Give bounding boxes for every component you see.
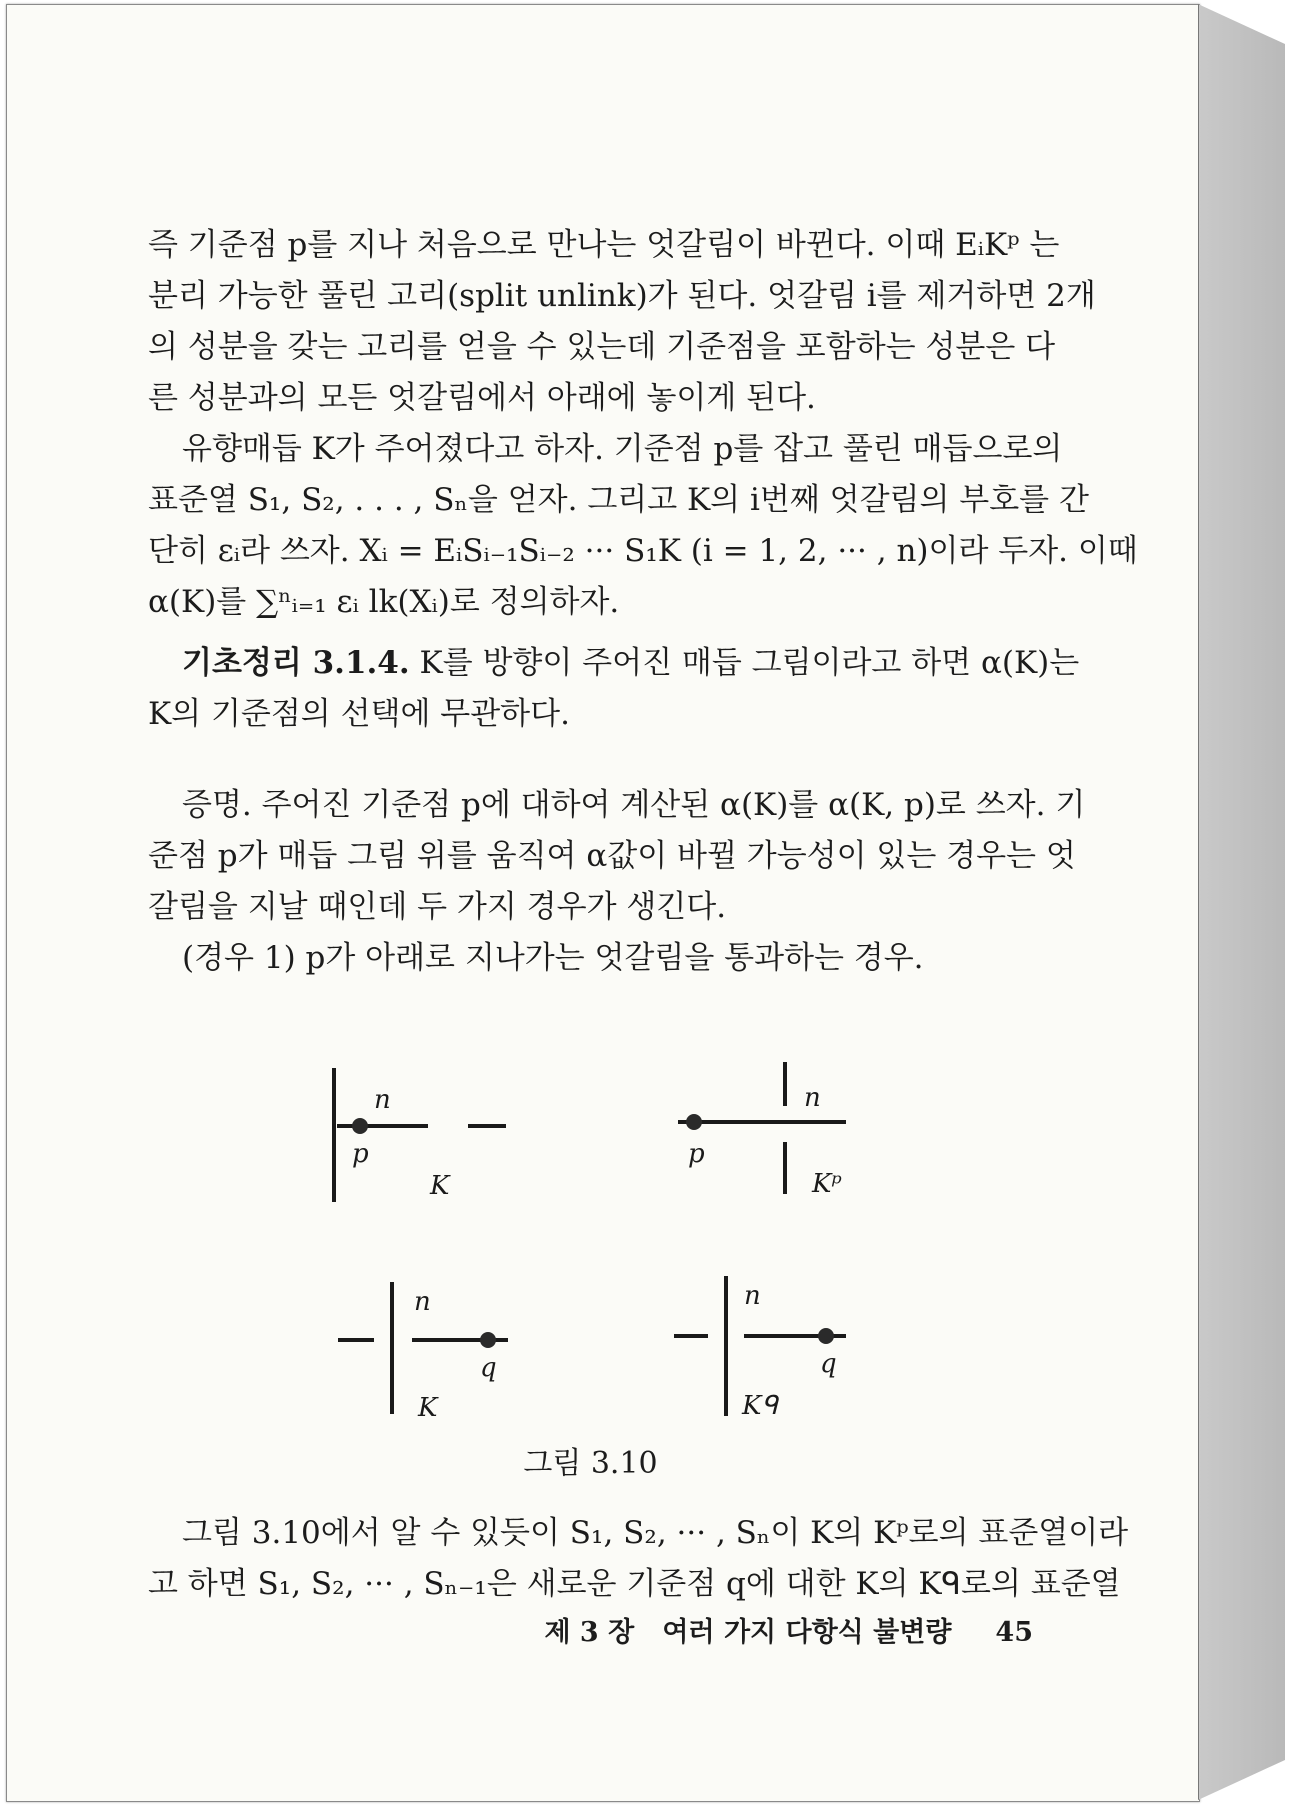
text-line: 분리 가능한 풀린 고리(split unlink)가 된다. 엇갈림 i를 제거하면 2개 bbox=[148, 278, 1096, 314]
text-line: 즉 기준점 p를 지나 처음으로 만나는 엇갈림이 바뀐다. 이때 EᵢKᵖ 는 bbox=[148, 227, 1060, 263]
text-line: 증명. 주어진 기준점 p에 대하여 계산된 α(K)를 α(K, p)로 쓰자. 기 bbox=[182, 787, 1086, 823]
label-Kq: Kᑫ bbox=[742, 1391, 778, 1421]
text-line: 유향매듭 K가 주어졌다고 하자. 기준점 p를 잡고 풀린 매듭으로의 bbox=[182, 431, 1063, 467]
page-content bbox=[148, 220, 1138, 1610]
paragraph-1 bbox=[148, 220, 1096, 424]
text-line: α(K)를 ∑ⁿᵢ₌₁ εᵢ lk(Xᵢ)로 정의하자. bbox=[148, 584, 620, 620]
text-line: 준점 p가 매듭 그림 위를 움직여 α값이 바뀔 가능성이 있는 경우는 엇 bbox=[148, 838, 1076, 874]
label-n: n bbox=[414, 1287, 431, 1317]
proof bbox=[148, 780, 1086, 984]
case-1: (경우 1) p가 아래로 지나가는 엇갈림을 통과하는 경우. bbox=[182, 940, 924, 976]
paragraph-3 bbox=[148, 1508, 1129, 1610]
label-n: n bbox=[804, 1083, 821, 1113]
figure-caption: 그림 3.10 bbox=[523, 1446, 658, 1481]
chapter-title: 제 3 장 여러 가지 다항식 불변량 bbox=[544, 1617, 952, 1648]
label-K: K bbox=[418, 1393, 438, 1423]
page-footer bbox=[148, 1610, 1033, 1649]
label-n: n bbox=[744, 1281, 761, 1311]
page-number: 45 bbox=[995, 1617, 1033, 1648]
lemma-label: 기초정리 3.1.4. bbox=[182, 645, 410, 681]
basepoint-p-dot bbox=[352, 1118, 368, 1134]
text-line: 그림 3.10에서 알 수 있듯이 S₁, S₂, ··· , Sₙ이 K의 Kᵖ로의 표준열이라 bbox=[182, 1515, 1129, 1551]
figure-3-10 bbox=[148, 998, 1033, 1486]
text-line: 고 하면 S₁, S₂, ··· , Sₙ₋₁은 새로운 기준점 q에 대한 K의 Kᑫ로의 표준열 bbox=[148, 1566, 1121, 1602]
crossing-diagrams bbox=[148, 998, 1033, 1438]
label-n: n bbox=[374, 1085, 391, 1115]
lemma-line bbox=[148, 638, 1080, 689]
text-line: 의 성분을 갖는 고리를 얻을 수 있는데 기준점을 포함하는 성분은 다 bbox=[148, 329, 1056, 365]
label-Kp: Kᵖ bbox=[812, 1169, 842, 1199]
basepoint-q-dot bbox=[480, 1332, 496, 1348]
text-line: 갈림을 지날 때인데 두 가지 경우가 생긴다. bbox=[148, 889, 727, 925]
paragraph-2 bbox=[148, 424, 1138, 628]
basepoint-q-dot bbox=[818, 1328, 834, 1344]
lemma-statement: K를 방향이 주어진 매듭 그림이라고 하면 α(K)는 bbox=[419, 645, 1080, 681]
text-line: 른 성분과의 모든 엇갈림에서 아래에 놓이게 된다. bbox=[148, 380, 816, 416]
label-K: K bbox=[430, 1171, 450, 1201]
lemma-line: K의 기준점의 선택에 무관하다. bbox=[148, 696, 570, 732]
label-p: p bbox=[688, 1139, 705, 1169]
label-p: p bbox=[352, 1139, 369, 1169]
label-q: q bbox=[480, 1353, 497, 1383]
text-line: 단히 εᵢ라 쓰자. Xᵢ = EᵢSᵢ₋₁Sᵢ₋₂ ··· S₁K (i = 1, 2, ··· , n)이라 두자. 이때 bbox=[148, 533, 1138, 569]
diagram-K-p bbox=[334, 1068, 506, 1202]
basepoint-p-dot bbox=[686, 1114, 702, 1130]
text-line: 표준열 S₁, S₂, . . . , Sₙ을 얻자. 그리고 K의 i번째 엇갈림의 부호를 간 bbox=[148, 482, 1089, 518]
lemma-3-1-4 bbox=[148, 638, 1080, 740]
label-q: q bbox=[820, 1349, 837, 1379]
page-stack-edge bbox=[1198, 4, 1285, 1800]
